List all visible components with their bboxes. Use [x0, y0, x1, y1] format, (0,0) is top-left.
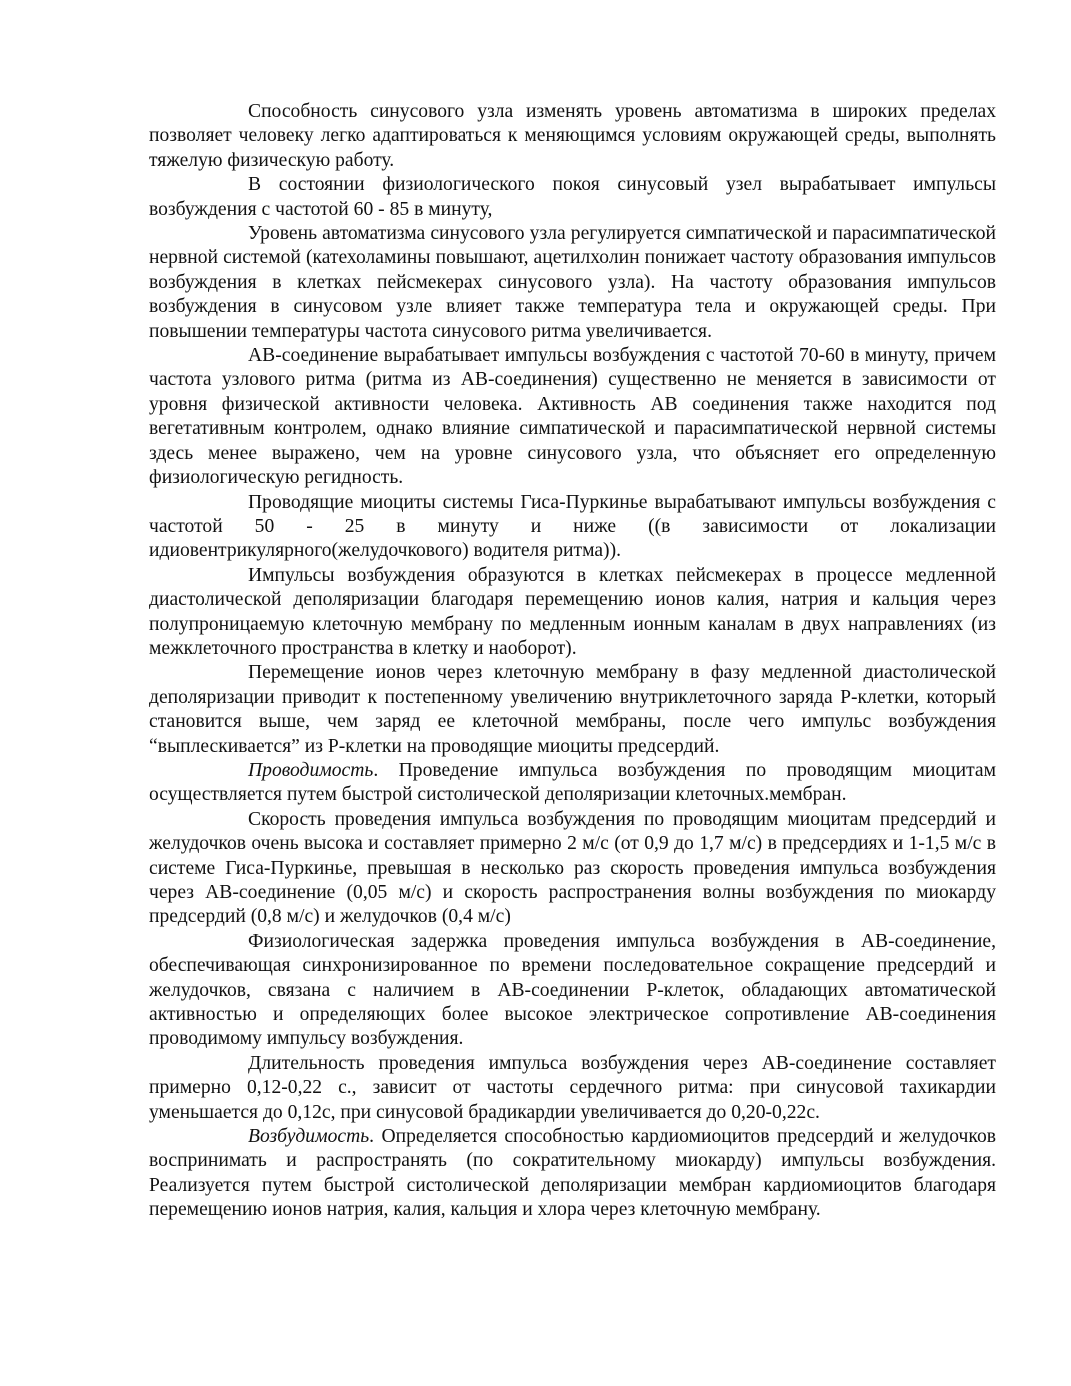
paragraph-text: Длительность проведения импульса возбуждения через АВ-соединение составляет примерно 0,12-0,22 с., зависит от частоты сердечного ритма: при синусовой тахикардии уменьшается до 0,12с, при синусовой брадикардии увеличивается до 0,20-0,22с. [149, 1052, 996, 1123]
paragraph-text: Скорость проведения импульса возбуждения по проводящим миоцитам предсердий и желудочков очень высока и составляет примерно 2 м/с (от 0,9 до 1,7 м/с) в предсердиях и 1-1,5 м/с в системе Гиса-Пуркинье, превышая в несколько раз скорость проведения импульса возбуждения через АВ-соединение (0,05 м/с) и скорость распространения волны возбуждения по миокарду предсердий (0,8 м/с) и желудочков (0,4 м/с) [149, 808, 996, 928]
paragraph-4 [149, 344, 996, 490]
paragraph-7 [149, 661, 996, 759]
paragraph-9 [149, 808, 996, 930]
paragraph-5 [149, 491, 996, 564]
paragraph-text: . Определяется способностью кардиомиоцитов предсердий и желудочков воспринимать и распространять (по сократительному миокарду) импульсы возбуждения. Реализуется путем быстрой систолической деполяризации мембран кардиомиоцитов благодаря перемещению ионов натрия, калия, кальция и хлора через клеточную мембрану. [149, 1126, 996, 1221]
document-page [149, 100, 996, 1223]
paragraph-2 [149, 173, 996, 222]
paragraph-text: . Проведение импульса возбуждения по проводящим миоцитам осуществляется путем быстрой систолической деполяризации клеточных.мембран. [149, 759, 996, 806]
paragraph-text: Импульсы возбуждения образуются в клетках пейсмекерах в процессе медленной диастолической деполяризации благодаря перемещению ионов калия, натрия и кальция через полупроницаемую клеточную мембрану по медленным ионным каналам в двух направлениях (из межклеточного пространства в клетку и наоборот). [149, 564, 996, 659]
paragraph-lead-italic: Проводимость [248, 759, 374, 781]
paragraph-10 [149, 930, 996, 1052]
paragraph-12 [149, 1125, 996, 1223]
paragraph-3 [149, 222, 996, 344]
paragraph-text: Способность синусового узла изменять уровень автоматизма в широких пределах позволяет человеку легко адаптироваться к меняющимся условиям окружающей среды, выполнять тяжелую физическую работу. [149, 101, 996, 171]
paragraph-8 [149, 759, 996, 808]
paragraph-text: АВ-соединение вырабатывает импульсы возбуждения с частотой 70-60 в минуту, причем частота узлового ритма (ритма из АВ-соединения) существенно не меняется в зависимости от уровня физической активности человека. Активность АВ соединения также находится под вегетативным контролем, однако влияние симпатической и парасимпатической нервной системы здесь менее выражено, чем на уровне синусового узла, что объясняет его определенную физиологическую регидность. [149, 345, 996, 489]
paragraph-11 [149, 1052, 996, 1125]
paragraph-text: В состоянии физиологического покоя синусовый узел вырабатывает импульсы возбуждения с частотой 60 - 85 в минуту, [149, 174, 996, 220]
paragraph-lead-italic: Возбудимость [248, 1126, 370, 1148]
paragraph-1 [149, 100, 996, 173]
paragraph-6 [149, 564, 996, 662]
paragraph-text: Перемещение ионов через клеточную мембрану в фазу медленной диастолической деполяризации приводит к постепенному увеличению внутриклеточного заряда Р-клетки, который становится выше, чем заряд ее клеточной мембраны, после чего импульс возбуждения “выплескивается” из Р-клетки на проводящие миоциты предсердий. [149, 662, 996, 757]
paragraph-text: Физиологическая задержка проведения импульса возбуждения в АВ-соединение, обеспечивающая синхронизированное по времени последовательное сокращение предсердий и желудочков, связана с наличием в АВ-соединении Р-клеток, обладающих автоматической активностью и определяющих более высокое электрическое сопротивление АВ-соединения проводимому импульсу возбуждения. [149, 930, 996, 1050]
paragraph-text: Проводящие миоциты системы Гиса-Пуркинье вырабатывают импульсы возбуждения с частотой 50 - 25 в минуту и ниже ((в зависимости от локализации идиовентрикулярного(желудочкового) водителя ритма)). [149, 491, 996, 562]
paragraph-text: Уровень автоматизма синусового узла регулируется симпатической и парасимпатической нервной системой (катехоламины повышают, ацетилхолин понижает частоту образования импульсов возбуждения в клетках пейсмекерах синусового узла). На частоту образования импульсов возбуждения в синусовом узле влияет также температура тела и окружающей среды. При повышении температуры частота синусового ритма увеличивается. [149, 223, 996, 342]
